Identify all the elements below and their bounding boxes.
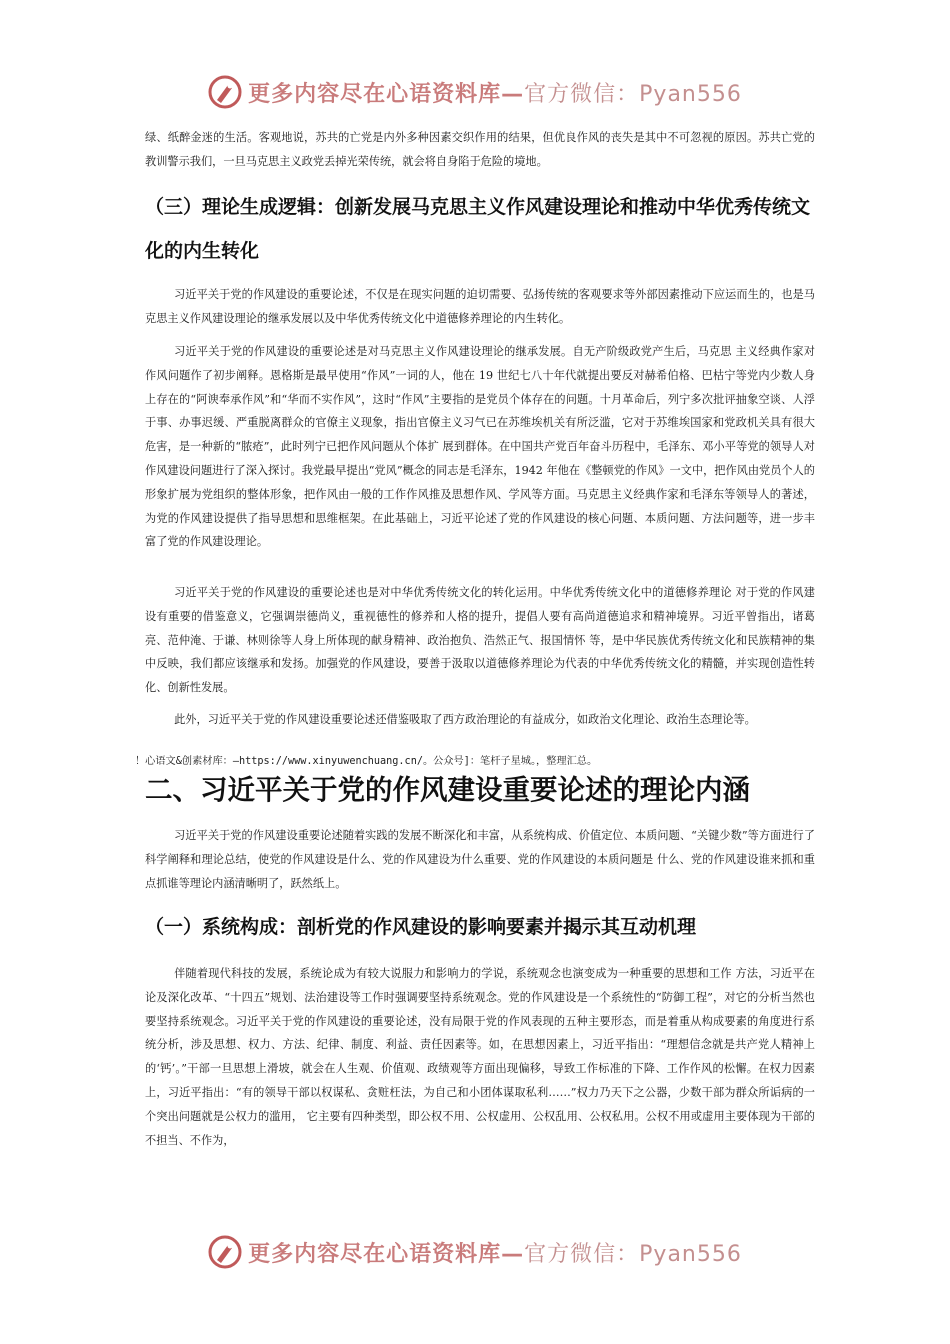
part-2-body: [145, 824, 815, 895]
paragraph: 此外，习近平关于党的作风建设重要论述还借鉴吸取了西方政治理论的有益成分，如政治文化理论、政治生态理论等。: [174, 713, 756, 726]
paragraph: 绿、纸醉金迷的生活。客观地说，苏共的亡党是内外多种因素交织作用的结果，但优良作风的丧失是其中不可忽视的原因。苏共亡党的教训警示我们，一旦马克思主义政党丢掉光荣传统，就会将自身陷于危险的境地。: [145, 131, 815, 168]
subsection-heading-1: [145, 906, 815, 948]
section-3-body-2: [145, 340, 815, 554]
section-title: （三）理论生成逻辑：创新发展马克思主义作风建设理论和推动中华优秀传统文化的内生转化: [145, 196, 811, 262]
section-3-body-4: [145, 708, 815, 732]
section-heading-3: [145, 185, 815, 273]
pen-logo-icon: [208, 75, 242, 109]
banner-wechat: 官方微信：Pyan556: [524, 1241, 742, 1267]
section-3-body: [145, 283, 815, 331]
paragraph: 习近平关于党的作风建设的重要论述，不仅是在现实问题的迫切需要、弘扬传统的客观要求等外部因素推动下应运而生的，也是马克思主义作风建设理论的继承发展以及中华优秀传统文化中道德修养理论的内生转化。: [145, 288, 815, 325]
subsection-1-body: [145, 962, 815, 1152]
pen-logo-icon: [208, 1235, 242, 1269]
banner-wechat: 官方微信：Pyan556: [524, 81, 742, 107]
paragraph: 习近平关于党的作风建设的重要论述是对马克思主义作风建设理论的继承发展。自无产阶级政党产生后，马克思 主义经典作家对作风问题作了初步阐释。恩格斯是最早使用“作风”一词的人，他在 19 世纪七八十年代就提出要反对赫希伯格、巴枯宁等党内少数人身上存在的“阿谀奉承作风”和“华而不实作风”，这时“作风”主要指的是党员个体存在的问题。十月革命后，列宁多次批评抽象空谈、人浮于事、办事迟缓、严重脱离群众的官僚主义现象，指出官僚主义习气已在苏维埃机关有所泛滥，它对于苏维埃国家和党政机关具有很大危害，是一种新的“脓疮”，此时列宁已把作风问题从个体扩 展到群体。在中国共产党百年奋斗历程中，毛泽东、邓小平等党的领导人对作风建设问题进行了深入探讨。我党最早提出“党风”概念的同志是毛泽东，1942 年他在《整顿党的作风》一文中，把作风由党员个人的形象扩展为党组织的整体形象，把作风由一般的工作作风推及思想作风、学风等方面。马克思主义经典作家和毛泽东等领导人的著述，为党的作风建设提供了指导思想和思维框架。在此基础上，习近平论述了党的作风建设的核心问题、本质问题、方法问题等，进一步丰富了党的作风建设理论。: [145, 345, 815, 549]
section-3-body-3: [145, 581, 815, 700]
source-note: ！心语文&创素材库：—https://www.xinyuwenchuang.cn/。公众号]：笔杆子星城。，整理汇总。: [135, 756, 598, 767]
subsection-title: （一）系统构成：剖析党的作风建设的影响要素并揭示其互动机理: [145, 916, 697, 938]
header-banner: [0, 70, 950, 114]
banner-text: 更多内容尽在心语资料库—: [248, 81, 525, 107]
paragraph: 习近平关于党的作风建设的重要论述也是对中华优秀传统文化的转化运用。中华优秀传统文化中的道德修养理论 对于党的作风建设有重要的借鉴意义，它强调崇德尚义，重视德性的修养和人格的提升，提倡人要有高尚道德追求和精神境界。习近平曾指出，诸葛亮、范仲淹、于谦、林则徐等人身上所体现的献身精神、政治抱负、浩然正气、报国情怀 等，是中华民族优秀传统文化和民族精神的集中反映，我们都应该继承和发扬。加强党的作风建设，要善于汲取以道德修养理论为代表的中华优秀传统文化的精髓，并实现创造性转化、创新性发展。: [145, 586, 815, 695]
part-2-heading: [145, 770, 835, 810]
top-fragment: [145, 126, 815, 174]
paragraph: 习近平关于党的作风建设重要论述随着实践的发展不断深化和丰富，从系统构成、价值定位、本质问题、“关键少数”等方面进行了科学阐释和理论总结，使党的作风建设是什么、党的作风建设为什么重要、党的作风建设的本质问题是 什么、党的作风建设谁来抓和重点抓谁等理论内涵清晰明了，跃然纸上。: [145, 829, 815, 890]
banner-text: 更多内容尽在心语资料库—: [248, 1241, 525, 1267]
footer-banner: [0, 1230, 950, 1274]
part-title: 二、习近平关于党的作风建设重要论述的理论内涵: [145, 774, 750, 806]
paragraph: 伴随着现代科技的发展，系统论成为有较大说服力和影响力的学说，系统观念也演变成为一种重要的思想和工作 方法，习近平在论及深化改革、“十四五”规划、法治建设等工作时强调要坚持系统观念。党的作风建设是一个系统性的“防御工程”，对它的分析当然也要坚持系统观念。习近平关于党的作风建设的重要论述，没有局限于党的作风表现的五种主要形态，而是着重从构成要素的角度进行系统分析，涉及思想、权力、方法、纪律、制度、利益、责任因素等。如，在思想因素上，习近平指出：“理想信念就是共产党人精神上的‘钙’。”干部一旦思想上滑坡，就会在人生观、价值观、政绩观等方面出现偏移，导致工作标准的下降、工作作风的松懈。在权力因素上，习近平指出：“有的领导干部以权谋私、贪赃枉法，为自己和小团体谋取私利……”权力乃天下之公器，少数干部为群众所诟病的一个突出问题就是公权力的滥用， 它主要有四种类型，即公权不用、公权虚用、公权乱用、公权私用。公权不用或虚用主要体现为干部的不担当、不作为，: [145, 967, 815, 1147]
